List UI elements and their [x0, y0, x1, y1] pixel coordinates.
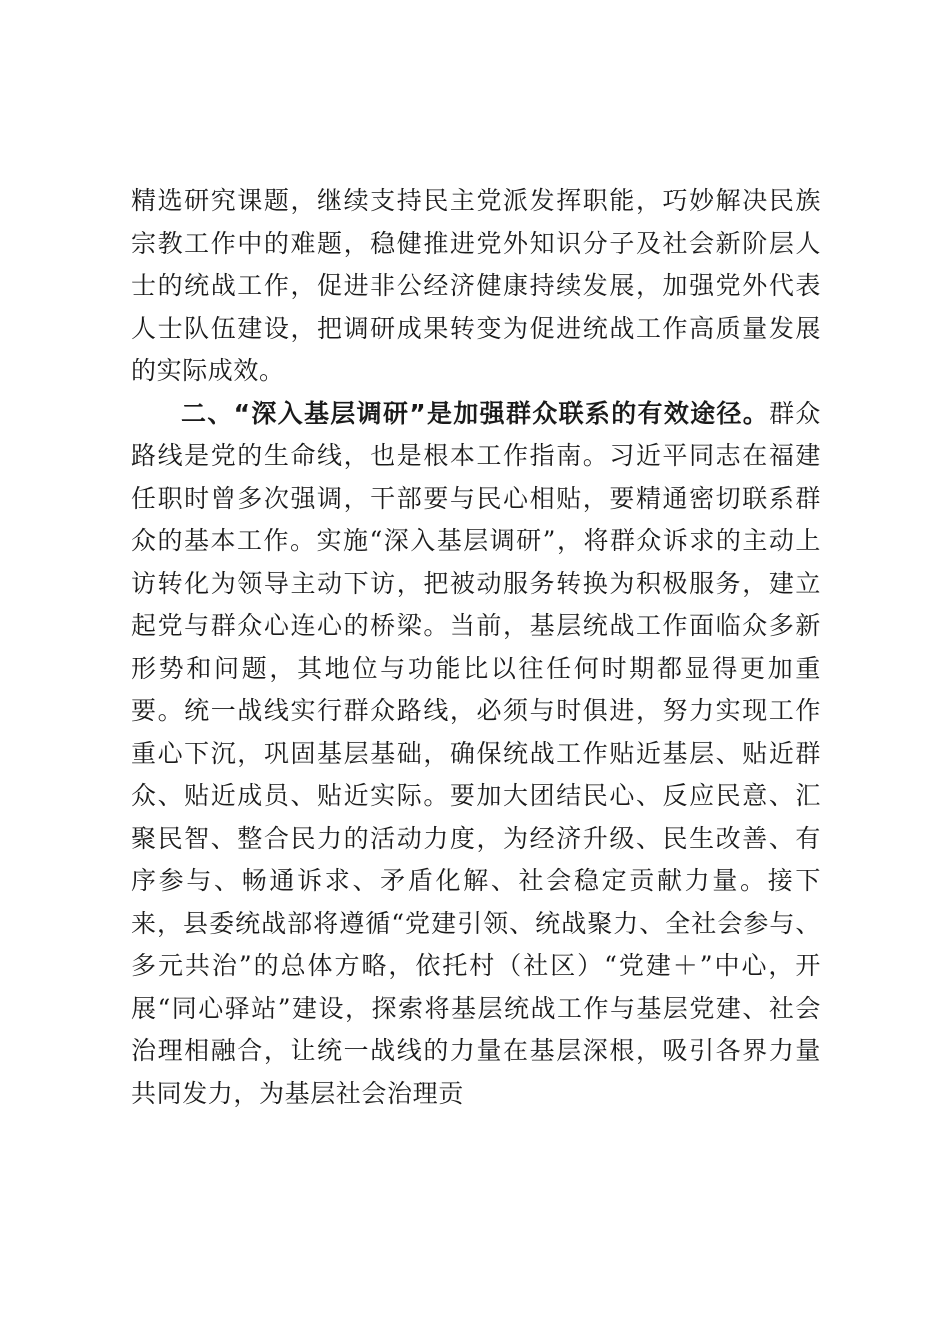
- document-body: [131, 180, 821, 1115]
- paragraph-section-two: [131, 393, 821, 1116]
- paragraph-continuation: 精选研究课题，继续支持民主党派发挥职能，巧妙解决民族宗教工作中的难题，稳健推进党外知识分子及社会新阶层人士的统战工作，促进非公经济健康持续发展，加强党外代表人士队伍建设，把调研成果转变为促进统战工作高质量发展的实际成效。: [131, 186, 821, 385]
- section-body: 群众路线是党的生命线，也是根本工作指南。习近平同志在福建任职时曾多次强调，干部要与民心相贴，要精通密切联系群众的基本工作。实施“深入基层调研”，将群众诉求的主动上访转化为领导主动下访，把被动服务转换为积极服务，建立起党与群众心连心的桥梁。当前，基层统战工作面临众多新形势和问题，其地位与功能比以往任何时期都显得更加重要。统一战线实行群众路线，必须与时俱进，努力实现工作重心下沉，巩固基层基础，确保统战工作贴近基层、贴近群众、贴近成员、贴近实际。要加大团结民心、反应民意、汇聚民智、整合民力的活动力度，为经济升级、民生改善、有序参与、畅通诉求、矛盾化解、社会稳定贡献力量。接下来，县委统战部将遵循“党建引领、统战聚力、全社会参与、多元共治”的总体方略，依托村（社区）“党建＋”中心，开展“同心驿站”建设，探索将基层统战工作与基层党建、社会治理相融合，让统一战线的力量在基层深根，吸引各界力量共同发力，为基层社会治理贡: [131, 398, 821, 1108]
- section-heading: 二、“深入基层调研”是加强群众联系的有效途径。: [181, 398, 770, 428]
